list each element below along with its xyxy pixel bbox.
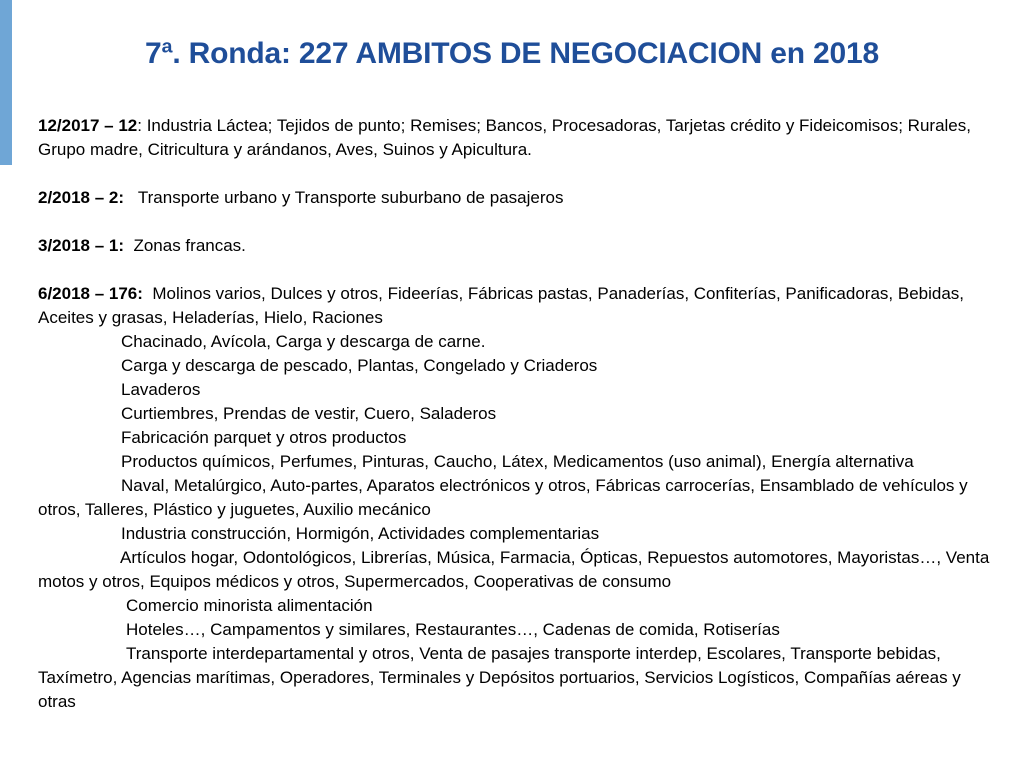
section-text: : Industria Láctea; Tejidos de punto; Remises; Bancos, Procesadoras, Tarjetas crédito y Fideicomisos; Rurales, Grupo madre, Citricultura y arándanos, Aves, Suinos y Apicultura. xyxy=(38,116,971,159)
list-item: Hoteles…, Campamentos y similares, Restaurantes…, Cadenas de comida, Rotiserías xyxy=(126,620,780,639)
list-item: Fabricación parquet y otros productos xyxy=(121,428,407,447)
section-code: 12/2017 – 12 xyxy=(38,116,138,135)
slide-body xyxy=(38,114,998,714)
list-item: Artículos hogar, Odontológicos, Librerías, Música, Farmacia, Ópticas, Repuestos automotores, Mayoristas…, Venta motos y otros, Equipos médicos y otros, Supermercados, Cooperativas de consumo xyxy=(38,548,990,591)
accent-bar xyxy=(0,0,12,165)
section-2018-2 xyxy=(38,186,998,210)
section-text: Zonas francas. xyxy=(124,236,246,255)
spacer xyxy=(38,258,998,282)
spacer xyxy=(38,162,998,186)
section-text: Molinos varios, Dulces y otros, Fideerías, Fábricas pastas, Panaderías, Confiterías, Panificadoras, Bebidas, Aceites y grasas, Heladerías, Hielo, Raciones xyxy=(38,284,968,327)
list-item: Naval, Metalúrgico, Auto-partes, Aparatos electrónicos y otros, Fábricas carrocerías, Ensamblado de vehículos y otros, Talleres, Plástico y juguetes, Auxilio mecánico xyxy=(38,476,968,519)
list-item: Lavaderos xyxy=(121,380,201,399)
section-2018-6 xyxy=(38,282,998,330)
section-code: 6/2018 – 176: xyxy=(38,284,143,303)
list-item: Productos químicos, Perfumes, Pinturas, Caucho, Látex, Medicamentos (uso animal), Energía alternativa xyxy=(121,452,914,471)
list-item: Carga y descarga de pescado, Plantas, Congelado y Criaderos xyxy=(121,356,598,375)
list-item: Transporte interdepartamental y otros, Venta de pasajes transporte interdep, Escolares, Transporte bebidas, Taxímetro, Agencias marítimas, Operadores, Terminales y Depósitos portuarios, Servicios Logísticos, Compañías aéreas y otras xyxy=(38,644,961,711)
slide-title: 7ª. Ronda: 227 AMBITOS DE NEGOCIACION en 2018 xyxy=(145,37,879,70)
section-2017-12 xyxy=(38,114,998,162)
section-text: Transporte urbano y Transporte suburbano de pasajeros xyxy=(124,188,564,207)
spacer xyxy=(38,210,998,234)
section-2018-3 xyxy=(38,234,998,258)
list-item: Chacinado, Avícola, Carga y descarga de carne. xyxy=(121,332,486,351)
list-item: Industria construcción, Hormigón, Actividades complementarias xyxy=(121,524,600,543)
list-item: Curtiembres, Prendas de vestir, Cuero, Saladeros xyxy=(121,404,497,423)
list-item: Comercio minorista alimentación xyxy=(126,596,373,615)
section-code: 3/2018 – 1: xyxy=(38,236,125,255)
section-code: 2/2018 – 2: xyxy=(38,188,125,207)
